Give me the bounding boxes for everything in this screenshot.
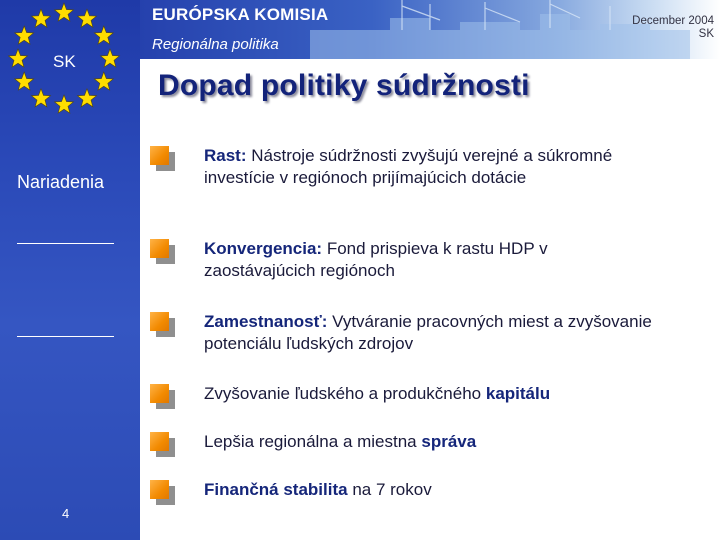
orange-square-bullet-icon [150,480,174,504]
orange-square-bullet-icon [150,432,174,456]
orange-square-bullet-icon [150,384,174,408]
bullet-keyword: Rast: [204,146,247,165]
star-icon [78,9,97,27]
bullet-text [204,311,654,355]
bullet-text-part: Lepšia regionálna a miestna [204,432,422,451]
bullet-text [204,479,654,501]
star-icon [9,49,28,67]
program-subtitle: Regionálna politika [152,36,279,53]
star-icon [15,72,34,90]
orange-square-bullet-icon [150,312,174,336]
bullet-text [204,145,654,189]
star-icon [55,3,74,21]
date-label: December 2004 [632,15,714,27]
bullet-keyword: kapitálu [485,384,551,403]
header-banner [140,0,720,59]
orange-square-bullet-icon [150,146,174,170]
date-block [632,15,714,41]
star-icon [94,26,113,44]
bullet-text-part: na 7 rokov [347,480,432,499]
star-icon [15,26,34,44]
bullet-text [204,431,654,453]
bullet-keyword: správa [421,432,477,451]
page-title: Dopad politiky súdržnosti [158,69,530,102]
section-label: Nariadenia [17,172,105,192]
page-number: 4 [62,506,70,521]
bullet-text [204,238,654,282]
orange-square-bullet-icon [150,239,174,263]
bullet-keyword: Konvergencia: [204,239,323,258]
star-icon [101,49,120,67]
star-icon [32,9,51,27]
bullet-keyword: Finančná stabilita [204,480,348,499]
bullet-keyword: Zamestnanosť: [204,312,328,331]
star-icon [94,72,113,90]
bullet-text-part: Nástroje súdržnosti zvyšujú verejné a súkromné investície v regiónoch prijímajúcich dotácie [204,146,613,187]
country-code: SK [53,52,76,71]
divider [17,336,114,337]
star-icon [78,89,97,107]
bullet-text-part: Fond prispieva k rastu HDP v zaostávajúcich regiónoch [204,239,548,280]
divider [17,243,114,244]
bullet-text [204,383,654,405]
bullet-text-part: Vytváranie pracovných miest a zvyšovanie potenciálu ľudských zdrojov [204,312,652,353]
star-icon [55,95,74,113]
organization-name: EURÓPSKA KOMISIA [152,5,329,24]
bullet-text-part: Zvyšovanie ľudského a produkčného [204,384,486,403]
sidebar [0,0,140,540]
header-country-code: SK [698,28,714,40]
star-icon [32,89,51,107]
